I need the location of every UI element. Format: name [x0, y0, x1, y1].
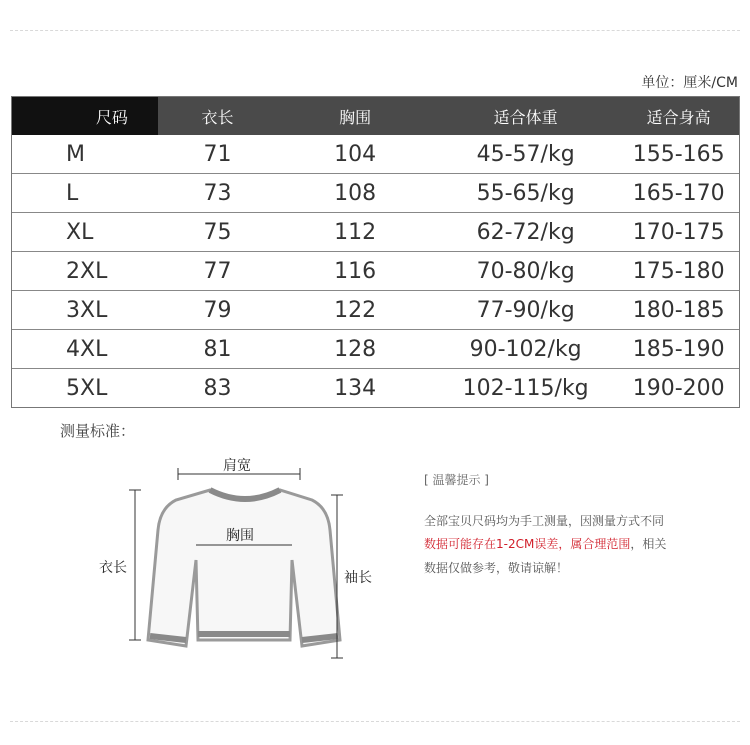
- cell-weight: 45-57/kg: [476, 141, 575, 167]
- cell-height: 155-165: [632, 141, 725, 167]
- cell-length: 81: [203, 336, 232, 362]
- cell-size: XL: [66, 219, 94, 245]
- cell-height: 190-200: [632, 375, 725, 401]
- tips-line-3: 数据仅做参考，敬请谅解！: [424, 561, 569, 575]
- cell-weight: 62-72/kg: [476, 219, 575, 245]
- tips-title: [ 温馨提示 ]: [424, 473, 489, 487]
- tips-line-1: 全部宝贝尺码均为手工测量，因测量方式不同: [424, 514, 665, 528]
- table-header: [12, 97, 739, 135]
- cell-chest: 122: [334, 297, 377, 323]
- cell-chest: 104: [334, 141, 377, 167]
- cell-length: 83: [203, 375, 232, 401]
- cell-height: 175-180: [632, 258, 725, 284]
- table-row: [12, 329, 739, 368]
- tips-line-2: [424, 535, 666, 552]
- tips-line-2-rest: ，相关: [630, 537, 667, 551]
- cell-height: 170-175: [632, 219, 725, 245]
- cell-length: 71: [203, 141, 232, 167]
- cell-length: 79: [203, 297, 232, 323]
- cell-chest: 112: [334, 219, 377, 245]
- cell-weight: 90-102/kg: [469, 336, 582, 362]
- header-length: 衣长: [201, 107, 234, 127]
- cell-height: 180-185: [632, 297, 725, 323]
- header-weight: 适合体重: [493, 107, 558, 127]
- cell-size: 3XL: [66, 297, 108, 323]
- cell-weight: 70-80/kg: [476, 258, 575, 284]
- cell-chest: 128: [334, 336, 377, 362]
- cell-weight: 77-90/kg: [476, 297, 575, 323]
- table-row: [12, 212, 739, 251]
- cell-size: M: [66, 141, 85, 167]
- sleeve-label: 袖长: [344, 570, 372, 586]
- sweater-outline: [148, 490, 340, 646]
- cell-size: 5XL: [66, 375, 108, 401]
- cell-length: 75: [203, 219, 232, 245]
- bottom-divider: [10, 721, 740, 722]
- unit-label: 单位：厘米/CM: [641, 75, 738, 91]
- cell-length: 77: [203, 258, 232, 284]
- header-size: 尺码: [12, 97, 158, 135]
- cell-weight: 55-65/kg: [476, 180, 575, 206]
- table-row: [12, 290, 739, 329]
- cell-chest: 134: [334, 375, 377, 401]
- cell-height: 185-190: [632, 336, 725, 362]
- cell-chest: 116: [334, 258, 377, 284]
- table-row: [12, 173, 739, 212]
- table-row: [12, 368, 739, 407]
- header-height: 适合身高: [646, 107, 711, 127]
- cell-size: L: [66, 180, 79, 206]
- cell-size: 4XL: [66, 336, 108, 362]
- cell-weight: 102-115/kg: [462, 375, 589, 401]
- sweater-diagram: [90, 450, 400, 665]
- tips-line-2-red: 数据可能存在1-2CM误差，属合理范围: [424, 537, 631, 551]
- chest-label: 胸围: [226, 528, 254, 544]
- cell-length: 73: [203, 180, 232, 206]
- header-chest: 胸围: [339, 107, 372, 127]
- top-divider: [10, 30, 740, 31]
- size-table: [11, 96, 740, 408]
- cell-height: 165-170: [632, 180, 725, 206]
- cell-chest: 108: [334, 180, 377, 206]
- shoulder-label: 肩宽: [223, 458, 251, 474]
- table-row: [12, 135, 739, 173]
- table-body: [12, 135, 739, 407]
- measure-title: 测量标准：: [60, 422, 136, 440]
- cell-size: 2XL: [66, 258, 108, 284]
- table-row: [12, 251, 739, 290]
- length-label: 衣长: [99, 560, 127, 576]
